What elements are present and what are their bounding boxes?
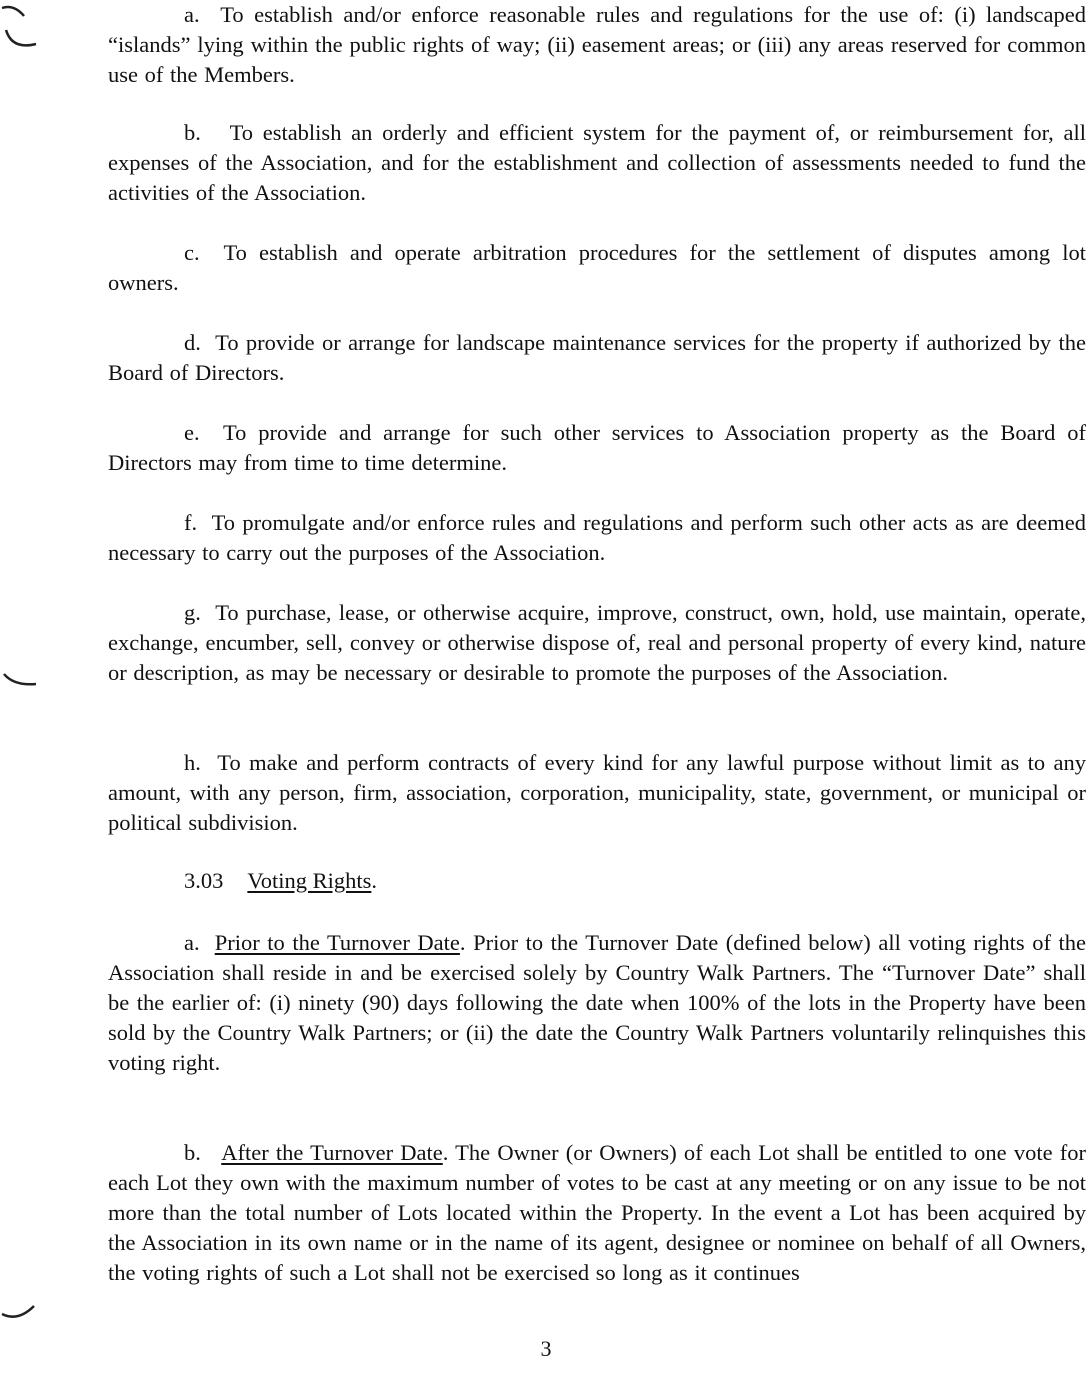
- paragraph-label: a.: [184, 2, 200, 27]
- punch-hole-mark-top: [0, 2, 40, 62]
- voting-paragraph-b: [108, 1138, 1086, 1288]
- paragraph-label: c.: [184, 240, 200, 265]
- section-number: 3.03: [184, 868, 224, 893]
- paragraph-e: [108, 418, 1086, 478]
- paragraph-h: [108, 748, 1086, 838]
- paragraph-a: [108, 0, 1086, 90]
- paragraph-text: . The Owner (or Owners) of each Lot shall be entitled to one vote for each Lot they own with the maximum number of votes to be cast at any meeting or on any issue to be not more than the total number of Lots located within the Property. In the event a Lot has been acquired by the Association in its own name or in the name of its agent, designee or nominee on behalf of all Owners, the voting rights of such a Lot shall not be exercised so long as it continues: [108, 1140, 1086, 1285]
- paragraph-text: To provide and arrange for such other services to Association property as the Board of Directors may from time to time determine.: [108, 420, 1086, 475]
- paragraph-text: To promulgate and/or enforce rules and regulations and perform such other acts as are deemed necessary to carry out the purposes of the Association.: [108, 510, 1087, 565]
- paragraph-d: [108, 328, 1086, 388]
- paragraph-label: g.: [184, 600, 201, 625]
- paragraph-label: b.: [184, 120, 201, 145]
- paragraph-b: [108, 118, 1086, 208]
- paragraph-label: f.: [184, 510, 198, 535]
- punch-hole-mark-middle: [0, 656, 40, 716]
- paragraph-text: To establish and operate arbitration procedures for the settlement of disputes among lot owners.: [108, 240, 1086, 295]
- paragraph-text: To establish and/or enforce reasonable rules and regulations for the use of: (i) landscaped “islands” lying within the public rights of way; (ii) easement areas; or (iii) any areas reserved for common use of the Members.: [108, 2, 1087, 87]
- paragraph-label: b.: [184, 1140, 201, 1165]
- paragraph-text: To make and perform contracts of every kind for any lawful purpose without limit as to any amount, with any person, firm, association, corporation, municipality, state, government, or municipal or political subdivision.: [108, 750, 1087, 835]
- paragraph-label: h.: [184, 750, 201, 775]
- paragraph-text: . Prior to the Turnover Date (defined below) all voting rights of the Association shall reside in and be exercised solely by Country Walk Partners. The “Turnover Date” shall be the earlier of: (i) ninety (90) days following the date when 100% of the lots in the Property have been sold by the Country Walk Partners; or (ii) the date the Country Walk Partners voluntarily relinquishes this voting right.: [108, 930, 1086, 1075]
- paragraph-g: [108, 598, 1086, 688]
- paragraph-subheading: Prior to the Turnover Date: [214, 930, 460, 955]
- paragraph-text: To purchase, lease, or otherwise acquire, improve, construct, own, hold, use maintain, operate, exchange, encumber, sell, convey or otherwise dispose of, real and personal property of every kind, nature or description, as may be necessary or desirable to promote the purposes of the Association.: [108, 600, 1086, 685]
- paragraph-text: To provide or arrange for landscape maintenance services for the property if authorized by the Board of Directors.: [108, 330, 1086, 385]
- paragraph-c: [108, 238, 1086, 298]
- voting-paragraph-a: [108, 928, 1086, 1078]
- paragraph-f: [108, 508, 1086, 568]
- section-heading: [184, 866, 377, 896]
- paragraph-label: e.: [184, 420, 200, 445]
- paragraph-label: d.: [184, 330, 201, 355]
- paragraph-label: a.: [184, 930, 200, 955]
- paragraph-subheading: After the Turnover Date: [221, 1140, 443, 1165]
- paragraph-text: To establish an orderly and efficient system for the payment of, or reimbursement for, all expenses of the Association, and for the establishment and collection of assessments needed to fund the activities of the Association.: [108, 120, 1086, 205]
- page-number: 3: [540, 1336, 552, 1361]
- section-title: Voting Rights: [247, 868, 372, 893]
- section-title-suffix: .: [371, 868, 377, 893]
